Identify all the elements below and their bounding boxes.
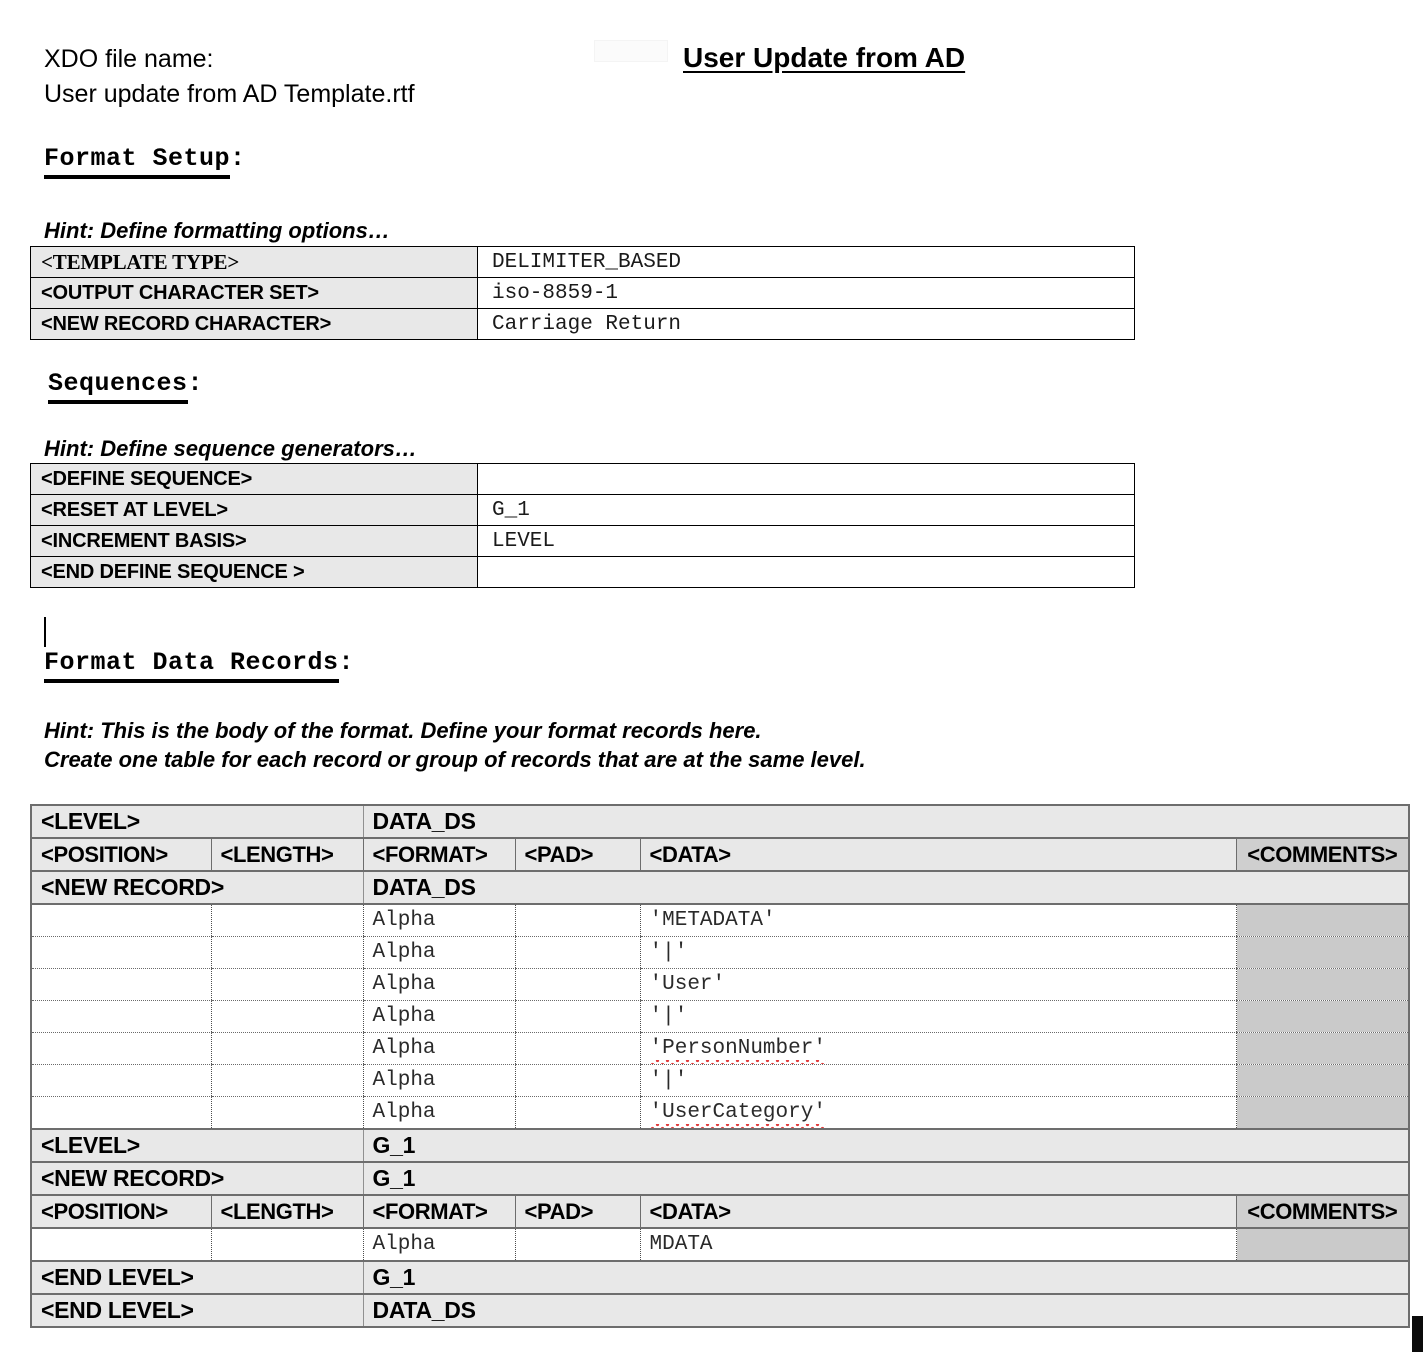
section-heading-sequences-text: Sequences	[48, 369, 188, 404]
hint-format-setup: Hint: Define formatting options…	[44, 218, 390, 243]
table-column-header-row-2	[31, 1195, 1409, 1228]
cell-pad	[515, 904, 640, 937]
format-data-records-table	[30, 804, 1410, 1328]
cell-data	[640, 1033, 1236, 1065]
table-row	[31, 969, 1409, 1001]
table-row	[31, 904, 1409, 937]
col-header-format-2: <FORMAT>	[363, 1195, 515, 1228]
table-row	[31, 937, 1409, 969]
col-header-data-2: <DATA>	[640, 1195, 1236, 1228]
new-record-tag-2: <NEW RECORD>	[31, 1162, 363, 1195]
cell-format: Alpha	[363, 1033, 515, 1065]
level-value-2: G_1	[363, 1129, 1409, 1162]
cell-position	[31, 1033, 211, 1065]
cell-pad	[515, 937, 640, 969]
sequences-key-end-define-sequence: <END DEFINE SEQUENCE >	[31, 557, 478, 588]
cell-format: Alpha	[363, 969, 515, 1001]
cell-pad	[515, 1033, 640, 1065]
hint-line-2: Create one table for each record or group of records that are at the same level.	[44, 747, 866, 772]
page-title: User Update from AD	[683, 42, 966, 73]
format-setup-key-new-record-character: <NEW RECORD CHARACTER>	[31, 309, 478, 340]
section-heading-format-setup	[44, 144, 246, 173]
cell-data-text: '|'	[649, 1069, 688, 1092]
cell-position	[31, 937, 211, 969]
end-level-tag-1: <END LEVEL>	[31, 1261, 363, 1294]
cell-data-text-misspelled: 'UserCategory'	[649, 1101, 826, 1124]
table-row-new-record-1	[31, 871, 1409, 904]
sequences-key-reset-at-level: <RESET AT LEVEL>	[31, 495, 478, 526]
section-heading-format-data-records-colon: :	[338, 648, 355, 677]
section-heading-format-setup-text: Format Setup	[44, 144, 230, 179]
cell-length	[211, 1228, 363, 1261]
cell-comments	[1236, 1097, 1409, 1130]
table-row-end-level-1	[31, 1261, 1409, 1294]
table-row-level-open-1	[31, 805, 1409, 838]
table-row	[31, 526, 1135, 557]
cell-length	[211, 1033, 363, 1065]
cell-pad	[515, 1001, 640, 1033]
table-row	[31, 557, 1135, 588]
cell-pad	[515, 1097, 640, 1130]
cell-comments	[1236, 1228, 1409, 1261]
col-header-comments-2: <COMMENTS>	[1236, 1195, 1409, 1228]
col-header-position-1: <POSITION>	[31, 838, 211, 871]
table-column-header-row-1	[31, 838, 1409, 871]
cell-length	[211, 1001, 363, 1033]
end-level-value-2: DATA_DS	[363, 1294, 1409, 1327]
cell-comments	[1236, 937, 1409, 969]
cell-comments	[1236, 1033, 1409, 1065]
scan-artifact	[594, 40, 668, 62]
cell-format: Alpha	[363, 1228, 515, 1261]
new-record-tag-1: <NEW RECORD>	[31, 871, 363, 904]
format-setup-value-template-type: DELIMITER_BASED	[478, 247, 1135, 278]
cell-format: Alpha	[363, 937, 515, 969]
cell-data	[640, 1001, 1236, 1033]
cell-position	[31, 1065, 211, 1097]
level-tag-2: <LEVEL>	[31, 1129, 363, 1162]
cell-length	[211, 969, 363, 1001]
cell-position	[31, 1001, 211, 1033]
section-heading-sequences	[48, 369, 203, 398]
col-header-pad-1: <PAD>	[515, 838, 640, 871]
new-record-value-1: DATA_DS	[363, 871, 1409, 904]
sequences-value-increment-basis: LEVEL	[478, 526, 1135, 557]
cell-data	[640, 1228, 1236, 1261]
cell-data-text: '|'	[649, 941, 688, 964]
section-heading-format-data-records	[44, 648, 354, 677]
cell-length	[211, 1097, 363, 1130]
col-header-length-2: <LENGTH>	[211, 1195, 363, 1228]
sequences-key-define-sequence: <DEFINE SEQUENCE>	[31, 464, 478, 495]
xdo-file-block	[44, 42, 415, 112]
cell-data	[640, 969, 1236, 1001]
end-level-value-1: G_1	[363, 1261, 1409, 1294]
end-level-tag-2: <END LEVEL>	[31, 1294, 363, 1327]
cell-position	[31, 904, 211, 937]
hint-format-data-records	[44, 716, 866, 774]
sequences-value-reset-at-level: G_1	[478, 495, 1135, 526]
hint-sequences: Hint: Define sequence generators…	[44, 436, 417, 461]
section-heading-format-data-records-text: Format Data Records	[44, 648, 339, 683]
format-setup-table	[30, 246, 1135, 340]
page-edge-marker	[1412, 1316, 1423, 1352]
new-record-value-2: G_1	[363, 1162, 1409, 1195]
table-row	[31, 1065, 1409, 1097]
section-heading-sequences-colon: :	[187, 369, 204, 398]
cell-data	[640, 904, 1236, 937]
format-setup-key-output-character-set: <OUTPUT CHARACTER SET>	[31, 278, 478, 309]
cell-position	[31, 1228, 211, 1261]
table-row-new-record-2	[31, 1162, 1409, 1195]
section-heading-format-setup-colon: :	[230, 144, 246, 173]
hint-line-1: Hint: This is the body of the format. Define your format records here.	[44, 718, 762, 743]
cell-pad	[515, 1065, 640, 1097]
cell-data	[640, 1097, 1236, 1130]
xdo-file-label: XDO file name:	[44, 45, 214, 73]
cell-data-text-misspelled: 'PersonNumber'	[649, 1037, 826, 1060]
text-caret	[44, 617, 46, 647]
sequences-table	[30, 463, 1135, 588]
cell-comments	[1236, 1065, 1409, 1097]
level-value-1: DATA_DS	[363, 805, 1409, 838]
cell-length	[211, 1065, 363, 1097]
cell-data-text: 'METADATA'	[649, 909, 776, 932]
sequences-value-define-sequence	[478, 464, 1135, 495]
cell-position	[31, 969, 211, 1001]
cell-comments	[1236, 1001, 1409, 1033]
sequences-value-end-define-sequence	[478, 557, 1135, 588]
cell-length	[211, 937, 363, 969]
table-row-end-level-2	[31, 1294, 1409, 1327]
table-row	[31, 1033, 1409, 1065]
col-header-pad-2: <PAD>	[515, 1195, 640, 1228]
cell-pad	[515, 1228, 640, 1261]
table-row	[31, 309, 1135, 340]
table-row	[31, 1097, 1409, 1130]
table-row	[31, 464, 1135, 495]
col-header-position-2: <POSITION>	[31, 1195, 211, 1228]
xdo-file-name: User update from AD Template.rtf	[44, 80, 415, 108]
cell-format: Alpha	[363, 904, 515, 937]
level-tag-1: <LEVEL>	[31, 805, 363, 838]
cell-pad	[515, 969, 640, 1001]
table-row	[31, 1228, 1409, 1261]
cell-comments	[1236, 904, 1409, 937]
cell-format: Alpha	[363, 1065, 515, 1097]
col-header-data-1: <DATA>	[640, 838, 1236, 871]
cell-format: Alpha	[363, 1001, 515, 1033]
cell-position	[31, 1097, 211, 1130]
table-row	[31, 1001, 1409, 1033]
cell-data-text: MDATA	[649, 1233, 713, 1256]
format-setup-value-new-record-character: Carriage Return	[478, 309, 1135, 340]
cell-data	[640, 937, 1236, 969]
table-row	[31, 278, 1135, 309]
cell-format: Alpha	[363, 1097, 515, 1130]
cell-data-text: 'User'	[649, 973, 726, 996]
cell-length	[211, 904, 363, 937]
format-setup-key-template-type: <TEMPLATE TYPE>	[31, 247, 478, 278]
table-row	[31, 247, 1135, 278]
table-row	[31, 495, 1135, 526]
format-setup-value-output-character-set: iso-8859-1	[478, 278, 1135, 309]
sequences-key-increment-basis: <INCREMENT BASIS>	[31, 526, 478, 557]
cell-comments	[1236, 969, 1409, 1001]
col-header-format-1: <FORMAT>	[363, 838, 515, 871]
cell-data	[640, 1065, 1236, 1097]
col-header-length-1: <LENGTH>	[211, 838, 363, 871]
table-row-level-open-2	[31, 1129, 1409, 1162]
cell-data-text: '|'	[649, 1005, 688, 1028]
col-header-comments-1: <COMMENTS>	[1236, 838, 1409, 871]
